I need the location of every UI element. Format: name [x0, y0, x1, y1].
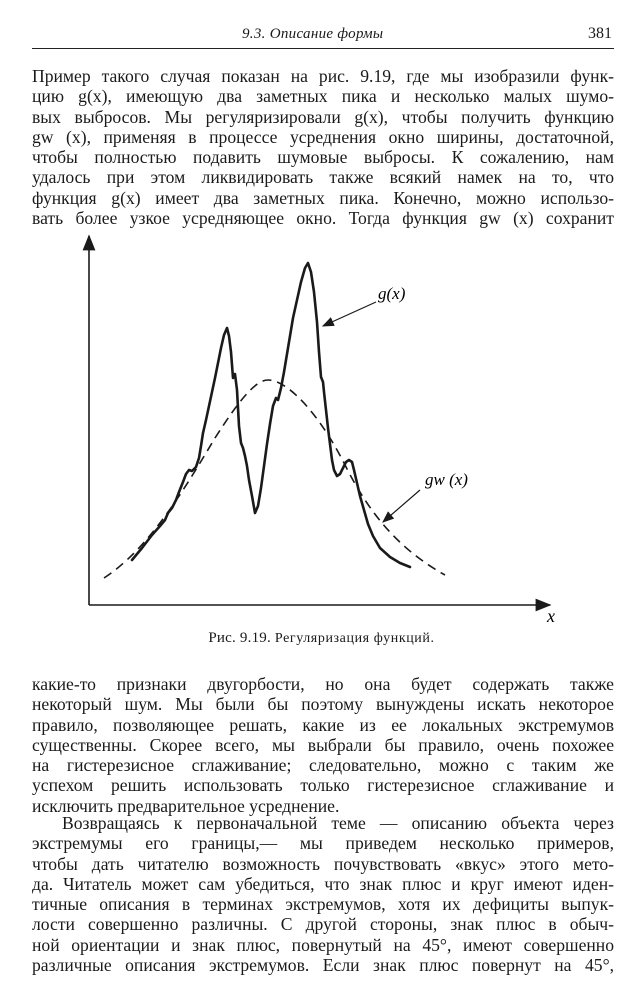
text-line: тичные описания в терминах экстремумов, хотя их дефициты выпук-: [32, 894, 614, 915]
caption-number: Рис. 9.19.: [208, 630, 271, 646]
leader-arrow-gw: [383, 490, 420, 522]
figure-9-19: [0, 230, 643, 630]
text-line: функция g(x) имеет два заметных пика. Конечно, можно использо-: [32, 187, 614, 208]
paragraph-1: [32, 66, 614, 228]
page-number: 381: [588, 25, 612, 42]
text-line: успехом решить использовать только гистерезисное сглаживание и: [32, 775, 614, 796]
curve-g: [132, 263, 410, 567]
text-line: экстремумы его границы,— мы приведем несколько примеров,: [32, 833, 614, 854]
running-header: [32, 22, 614, 49]
text-line: лости совершенно различны. С другой стороны, знак плюс в обыч-: [32, 914, 614, 935]
paragraph-2: [32, 674, 614, 816]
text-line: исключить предварительное усреднение.: [32, 795, 340, 816]
caption-title: Регуляризация функций.: [274, 631, 435, 646]
text-line: удалось при этом ликвидировать также всякий намек на то, что: [32, 167, 614, 188]
text-line: вых выбросов. Мы регуляризировали g(x), чтобы получить функцию: [32, 106, 614, 127]
figure-caption: [0, 630, 643, 647]
text-line: gw (x), применяя в процессе усреднения окно ширины, достаточной,: [32, 126, 614, 147]
curve-label-g: g(x): [378, 284, 406, 303]
text-line: некоторый шум. Мы были бы поэтому вынуждены искать некоторое: [32, 694, 614, 715]
leader-arrow-g: [323, 302, 376, 326]
text-line: чтобы полностью подавить шумовые выбросы. К сожалению, нам: [32, 147, 614, 168]
text-line: вать более узкое усредняющее окно. Тогда функция gw (x) сохранит: [32, 208, 614, 229]
section-title: 9.3. Описание формы: [242, 26, 384, 42]
text-line: различные описания экстремумов. Если знак плюс повернут на 45°,: [32, 955, 614, 976]
text-line: на гистерезисное сглаживание; следовательно, можно с таким же: [32, 755, 614, 776]
text-line: чтобы дать читателю возможность почувствовать «вкус» этого мето-: [32, 853, 614, 874]
x-axis-label: x: [547, 606, 555, 626]
text-line: правило, позволяющее решать, какие из ее локальных экстремумов: [32, 714, 614, 735]
text-line: цию g(x), имеющую два заметных пика и несколько малых шумо-: [32, 86, 614, 107]
text-line: какие-то признаки двугорбости, но она будет содержать также: [32, 674, 614, 694]
text-line: Возвращаясь к первоначальной теме — описанию объекта через: [62, 813, 614, 833]
paragraph-3: [32, 813, 614, 975]
text-line: существенны. Скорее всего, мы выбрали бы правило, очень похожее: [32, 734, 614, 755]
text-line: ной ориентации и знак плюс, повернутый на 45°, имеют совершенно: [32, 934, 614, 955]
text-line: да. Читатель может сам убедиться, что знак плюс и круг имеют иден-: [32, 873, 614, 894]
curve-label-gw: gw (x): [425, 470, 468, 489]
curve-gw: [104, 380, 445, 578]
text-line: Пример такого случая показан на рис. 9.19, где мы изобразили функ-: [32, 66, 614, 86]
